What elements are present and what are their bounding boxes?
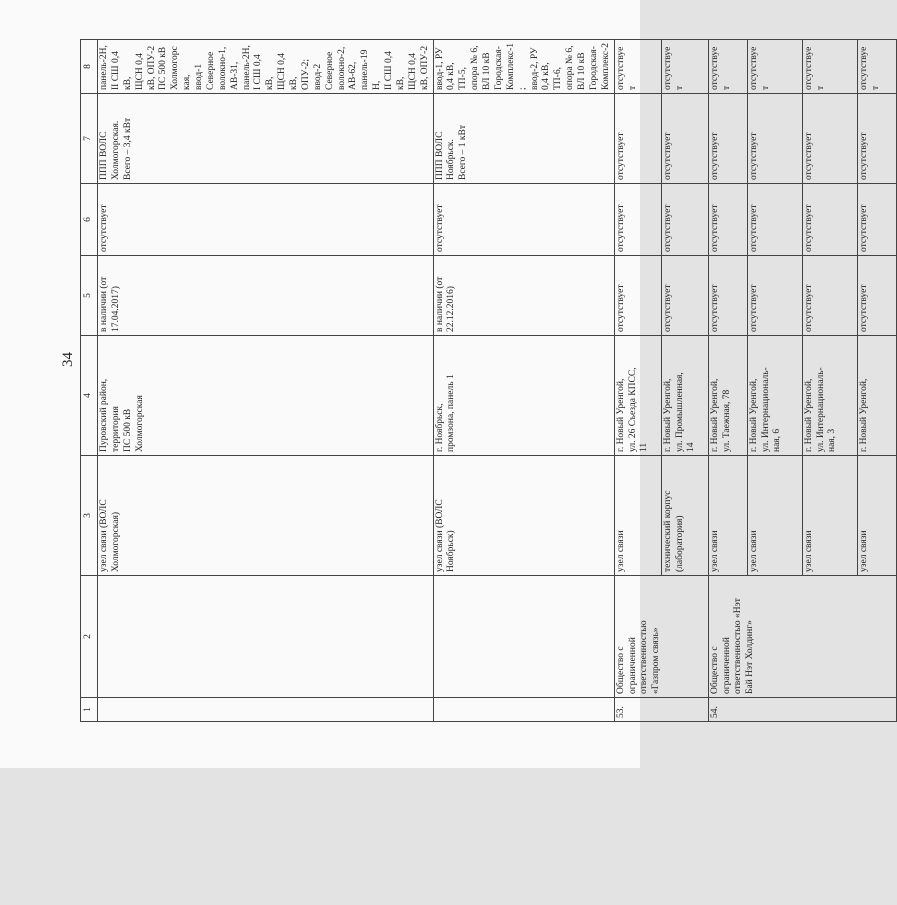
table-cell-col8: отсутствует xyxy=(708,40,747,94)
column-number-6: 6 xyxy=(81,184,98,256)
table-cell-col7: отсутствует xyxy=(614,94,661,184)
table-cell-object: узел связи xyxy=(747,456,802,576)
table-header-row xyxy=(81,40,98,722)
table-cell-address: г. Новый Уренгой, ул. Интернациональ- ная, 3 xyxy=(802,336,857,456)
table-cell-col7: отсутствует xyxy=(857,94,896,184)
table-cell-col8: ввод-1, РУ 0,4 кВ, ТП-5, опора № 6, ВЛ 10 кВ Городская- Комплекс-1; ввод-2, РУ 0,4 кВ, ТП-6, опора № 6, ВЛ 10 кВ Городская- Комплекс-2 xyxy=(433,40,614,94)
table-cell-col5: отсутствует xyxy=(802,256,857,336)
table-cell-col6: отсутствует xyxy=(661,184,708,256)
table-cell-empty xyxy=(433,576,614,698)
table-cell-col6: отсутствует xyxy=(857,184,896,256)
table-cell-object: узел связи (ВОЛС Холмогорская) xyxy=(98,456,434,576)
table-cell-object: узел связи xyxy=(857,456,896,576)
column-number-7: 7 xyxy=(81,94,98,184)
table-cell-col5: в наличии (от 17.04.2017) xyxy=(98,256,434,336)
table-cell-col5: отсутствует xyxy=(661,256,708,336)
table-cell-col6: отсутствует xyxy=(747,184,802,256)
table-cell-object: технический корпус (лаборатория) xyxy=(661,456,708,576)
table-cell-address: г. Новый Уренгой, ул. Промышленная, 14 xyxy=(661,336,708,456)
table-cell-col7: отсутствует xyxy=(661,94,708,184)
table-cell-col6: отсутствует xyxy=(802,184,857,256)
page-number: 34 xyxy=(60,352,76,367)
table-row xyxy=(614,40,661,722)
table-cell-col6: отсутствует xyxy=(98,184,434,256)
table-cell-col7: ППП ВОЛС Холмогорская. Всего – 3,4 кВт xyxy=(98,94,434,184)
column-number-8: 8 xyxy=(81,40,98,94)
column-number-3: 3 xyxy=(81,456,98,576)
table-cell-address: г. Новый Уренгой, ул. Таежная, 78 xyxy=(708,336,747,456)
table-cell-object: узел связи xyxy=(802,456,857,576)
rotated-table-container xyxy=(80,40,897,722)
table-cell-object: узел связи xyxy=(708,456,747,576)
row-number-54: 54. xyxy=(708,698,896,722)
organization-net-by-net-holding: Общество с ограниченной ответственностью «Нэт Бай Нэт Холдинг» xyxy=(708,576,896,698)
facilities-table xyxy=(80,39,897,722)
organization-gazprom-svyaz: Общество с ограниченной ответственностью «Газпром связь» xyxy=(614,576,708,698)
table-cell-col8: панель-2Н, II СШ 0,4 кВ, ЩСН 0,4 кВ, ОПУ-2 ПС 500 кВ Холмогорская, ввод-1 Северное волокно-1, АВ-31, панель-2Н, I СШ 0,4 кВ, ЩСН 0,4 кВ, ОПУ-2; ввод-2 Северное волокно-2, АВ-62, панель-19Н, II СШ 0,4 кВ, ЩСН 0,4 кВ, ОПУ-2 xyxy=(98,40,434,94)
table-cell-empty xyxy=(433,698,614,722)
table-cell-col5: отсутствует xyxy=(614,256,661,336)
table-cell-empty xyxy=(98,698,434,722)
table-cell-col7: отсутствует xyxy=(747,94,802,184)
table-row xyxy=(433,40,614,722)
table-cell-col7: отсутствует xyxy=(708,94,747,184)
table-cell-col6: отсутствует xyxy=(614,184,661,256)
table-cell-address: г. Новый Уренгой, ул. Интернациональ- ная, 6 xyxy=(747,336,802,456)
table-cell-empty xyxy=(98,576,434,698)
table-cell-address: г. Новый Уренгой, ул. 26 Съезда КПСС, 11 xyxy=(614,336,661,456)
row-number-53: 53. xyxy=(614,698,708,722)
column-number-4: 4 xyxy=(81,336,98,456)
table-cell-col6: отсутствует xyxy=(708,184,747,256)
table-cell-col8: отсутствует xyxy=(747,40,802,94)
table-cell-col6: отсутствует xyxy=(433,184,614,256)
table-cell-object: узел связи (ВОЛС Ноябрьск) xyxy=(433,456,614,576)
table-cell-address: Пуровский район, территория ПС 500 кВ Холмогорская xyxy=(98,336,434,456)
table-cell-col5: отсутствует xyxy=(747,256,802,336)
table-cell-col8: отсутствует xyxy=(614,40,661,94)
table-cell-col7: отсутствует xyxy=(802,94,857,184)
table-cell-col5: в наличии (от 22.12.2016) xyxy=(433,256,614,336)
table-cell-address: г. Ноябрьск, промзона, панель 1 xyxy=(433,336,614,456)
table-cell-col5: отсутствует xyxy=(708,256,747,336)
column-number-1: 1 xyxy=(81,698,98,722)
table-row xyxy=(708,40,747,722)
column-number-2: 2 xyxy=(81,576,98,698)
table-row xyxy=(98,40,434,722)
table-cell-col8: отсутствует xyxy=(661,40,708,94)
table-cell-col8: отсутствует xyxy=(802,40,857,94)
table-cell-object: узел связи xyxy=(614,456,661,576)
table-cell-col7: ППП ВОЛС Ноябрьск. Всего – 1 кВт xyxy=(433,94,614,184)
table-cell-address: г. Новый Уренгой, xyxy=(857,336,896,456)
table-cell-col8: отсутствует xyxy=(857,40,896,94)
table-cell-col5: отсутствует xyxy=(857,256,896,336)
column-number-5: 5 xyxy=(81,256,98,336)
